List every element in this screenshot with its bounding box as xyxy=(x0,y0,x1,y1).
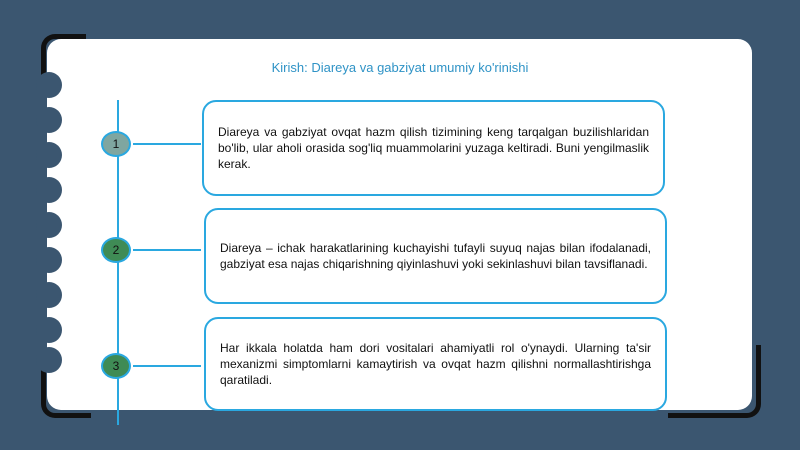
connector-line-1 xyxy=(133,143,201,145)
binder-notch xyxy=(36,72,62,98)
binder-notch xyxy=(36,142,62,168)
step-node-2: 2 xyxy=(101,237,131,263)
binder-notch xyxy=(36,107,62,133)
corner-accent-bottom-left xyxy=(41,368,91,418)
binder-notch xyxy=(36,177,62,203)
corner-accent-bottom-right xyxy=(668,345,761,418)
binder-notch xyxy=(36,282,62,308)
step-box-2 xyxy=(204,208,667,304)
step-node-3: 3 xyxy=(101,353,131,379)
step-node-1: 1 xyxy=(101,131,131,157)
step-text-1: Diareya va gabziyat ovqat hazm qilish tizimining keng tarqalgan buzilishlaridan bo'lib, ular aholi orasida sog'liq muammolarini yuzaga keltiradi. Buni yengilmaslik kerak. xyxy=(218,125,649,171)
binder-notch xyxy=(36,212,62,238)
connector-line-3 xyxy=(133,365,201,367)
step-box-3 xyxy=(204,317,667,411)
step-box-1 xyxy=(202,100,665,196)
connector-line-2 xyxy=(133,249,201,251)
binder-notch xyxy=(36,247,62,273)
step-text-2: Diareya – ichak harakatlarining kuchayishi tufayli suyuq najas bilan ifodalanadi, gabziyat esa najas chiqarishning qiyinlashuvi yoki sekinlashuvi bilan tavsiflanadi. xyxy=(220,241,651,271)
binder-notch xyxy=(36,317,62,343)
slide-title: Kirish: Diareya va gabziyat umumiy ko'rinishi xyxy=(271,60,529,75)
binder-notch xyxy=(36,347,62,373)
step-text-3: Har ikkala holatda ham dori vositalari ahamiyatli rol o'ynaydi. Ularning ta'sir mexanizmi simptomlarni kamaytirish va ovqat hazm qilishni normallashtirishga qaratiladi. xyxy=(220,341,651,387)
